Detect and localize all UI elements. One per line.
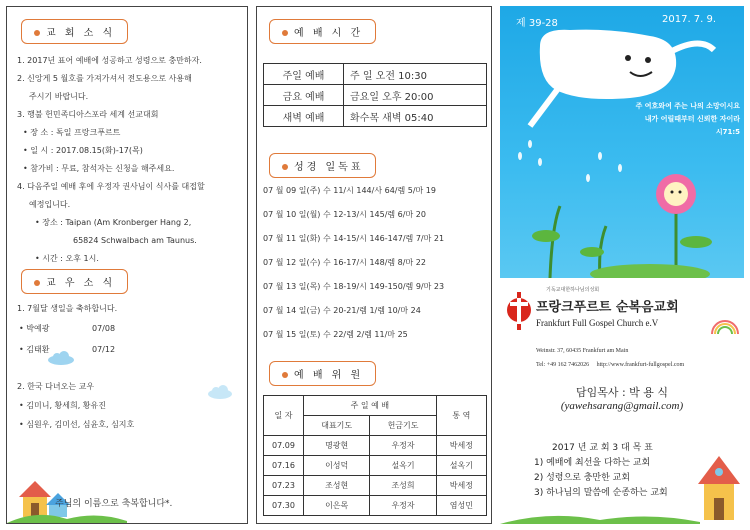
service-name: 새벽 예배 [264, 106, 344, 127]
service-time: 주 일 오전 10:30 [344, 64, 487, 85]
table-cell: 명광현 [304, 436, 370, 456]
service-name: 금요 예배 [264, 85, 344, 106]
watering-can-illustration [500, 6, 744, 278]
table-cell: 박세정 [436, 436, 486, 456]
service-time: 금요일 오후 20:00 [344, 85, 487, 106]
list-item: 07 월 13 일(목) 수 18-19/시 149-150/렘 9/마 23 [263, 282, 445, 291]
table-cell: 박세정 [436, 476, 486, 496]
list-item: 4. 다음주일 예배 후에 우정자 권사님이 식사를 대접할 [17, 182, 205, 191]
table-cell: 우정자 [370, 436, 436, 456]
table-cell: 염성민 [436, 496, 486, 516]
rainbow-icon [710, 318, 740, 334]
list-item: 예정입니다. [29, 200, 71, 209]
duty-header-prayer: 대표기도 [304, 416, 370, 436]
list-item: 07 월 11 일(화) 수 14-15/시 146-147/렘 7/마 21 [263, 234, 445, 243]
cover-verse: 주 여호와여 주는 나의 소망이시요 내가 어릴때부터 신뢰한 자이라 시71:5 [635, 102, 740, 136]
list-item: • 김미니, 황세희, 황유진 [19, 401, 106, 410]
bible-reading-title: 성경 일독표 [269, 153, 376, 178]
list-item: 3. 행불 헌민족디아스포라 세계 선교대회 [17, 110, 159, 119]
church-address: Weinstr. 37, 60435 Frankfurt am Main [536, 348, 629, 354]
issue-number: 제 39-28 [516, 18, 558, 29]
service-name: 주일 예배 [264, 64, 344, 85]
table-cell: 조성현 [304, 476, 370, 496]
table-cell: 조성희 [370, 476, 436, 496]
list-item: 2) 성령으로 충만한 교회 [534, 473, 631, 483]
table-row [264, 64, 487, 85]
duty-header-translation: 통 역 [436, 396, 486, 436]
table-row [264, 496, 487, 516]
issue-date: 2017. 7. 9. [662, 14, 717, 25]
worship-time-title: 예 배 시 간 [269, 19, 376, 44]
cover-illustration [500, 6, 744, 278]
member-news-list [17, 301, 245, 432]
church-news-panel [6, 6, 248, 524]
table-cell: 07.09 [264, 436, 304, 456]
goals-list [534, 456, 668, 501]
list-item: 3) 하나님의 말씀에 순종하는 교회 [534, 488, 668, 498]
duty-title: 예 배 위 원 [269, 361, 376, 386]
denomination: 기독교대한하나님의성회 [546, 287, 600, 293]
table-cell: 설옥기 [436, 456, 486, 476]
duty-header-worship: 주 일 예 배 [304, 396, 437, 416]
table-cell: 07.30 [264, 496, 304, 516]
cover-panel [500, 6, 744, 524]
list-item: • 시간 : 오후 1시. [35, 254, 99, 263]
grass-icon [500, 506, 700, 524]
goals-title: 2017 년 교 회 3 대 목 표 [552, 443, 653, 453]
list-item: 07 월 10 일(월) 수 12-13/시 145/렘 6/마 20 [263, 210, 426, 219]
table-cell: 이은목 [304, 496, 370, 516]
table-row [264, 476, 487, 496]
list-item: • 장소 : Taipan (Am Kronberger Hang 2, [35, 218, 192, 227]
list-item: • 장 소 : 독일 프랑크푸르트 [23, 128, 121, 137]
table-cell: 설옥기 [370, 456, 436, 476]
church-contact: Tel: +49 162 7462026 http://www.frankfurt-fullgospel.com [536, 362, 685, 368]
list-item: • 일 시 : 2017.08.15(화)-17(목) [23, 146, 143, 155]
list-item: 1. 2017년 표어 예배에 성공하고 성령으로 충만하자. [17, 56, 202, 65]
table-cell: 이성덕 [304, 456, 370, 476]
duty-header-offering: 헌금기도 [370, 416, 436, 436]
list-item: 07 월 09 일(주) 수 11/시 144/사 64/렘 5/마 19 [263, 186, 436, 195]
worship-panel [256, 6, 492, 524]
table-row [264, 456, 487, 476]
table-cell: 07.16 [264, 456, 304, 476]
church-name-ko: 프랑크푸르트 순복음교회 [536, 300, 679, 315]
church-news-list [17, 53, 245, 269]
closing-blessing: 주님의 이름으로 축복합니다*. [55, 499, 173, 509]
table-row [264, 106, 487, 127]
bible-reading-list [263, 179, 489, 347]
cross-logo-icon [506, 288, 532, 332]
service-time: 화수목 새벽 05:40 [344, 106, 487, 127]
list-item: 1. 7월달 생일을 축하합니다. [17, 304, 118, 313]
table-row [264, 85, 487, 106]
list-item: 65824 Schwalbach am Taunus. [73, 236, 197, 245]
church-name-en: Frankfurt Full Gospel Church e.V [536, 318, 659, 328]
table-row [264, 436, 487, 456]
list-item: • 참가비 : 무료, 참석자는 신청을 해주세요. [23, 164, 175, 173]
list-item: 2. 한국 다녀오는 교우 [17, 382, 95, 391]
list-item: • 김태환 07/12 [19, 345, 116, 354]
pastor-name: 담임목사 : 박 용 식 [575, 386, 669, 399]
list-item: • 심원우, 김미선, 심윤호, 심지호 [19, 420, 135, 429]
pastor-email: (yawehsarang@gmail.com) [560, 400, 684, 412]
table-cell: 우정자 [370, 496, 436, 516]
duty-header-date: 일 자 [264, 396, 304, 436]
list-item: 07 월 14 일(금) 수 20-21/렘 1/렘 10/마 24 [263, 306, 421, 315]
list-item: 07 월 15 일(토) 수 22/렘 2/렘 11/마 25 [263, 330, 408, 339]
duty-table [263, 395, 487, 516]
table-cell: 07.23 [264, 476, 304, 496]
list-item: 2. 신앙게 5 월호를 가져가셔서 전도용으로 사용해 [17, 74, 192, 83]
worship-time-table [263, 63, 487, 127]
cloud-icon [207, 385, 233, 399]
list-item: 07 월 12 일(수) 수 16-17/시 148/렘 8/마 22 [263, 258, 426, 267]
list-item: 주시기 바랍니다. [29, 92, 89, 101]
member-news-title: 교 우 소 식 [21, 269, 128, 294]
list-item: • 박예광 07/08 [19, 324, 116, 333]
church-news-title: 교 회 소 식 [21, 19, 128, 44]
house-icon [696, 444, 742, 524]
list-item: 1) 예배에 최선을 다하는 교회 [534, 458, 651, 468]
cloud-icon [47, 351, 75, 365]
